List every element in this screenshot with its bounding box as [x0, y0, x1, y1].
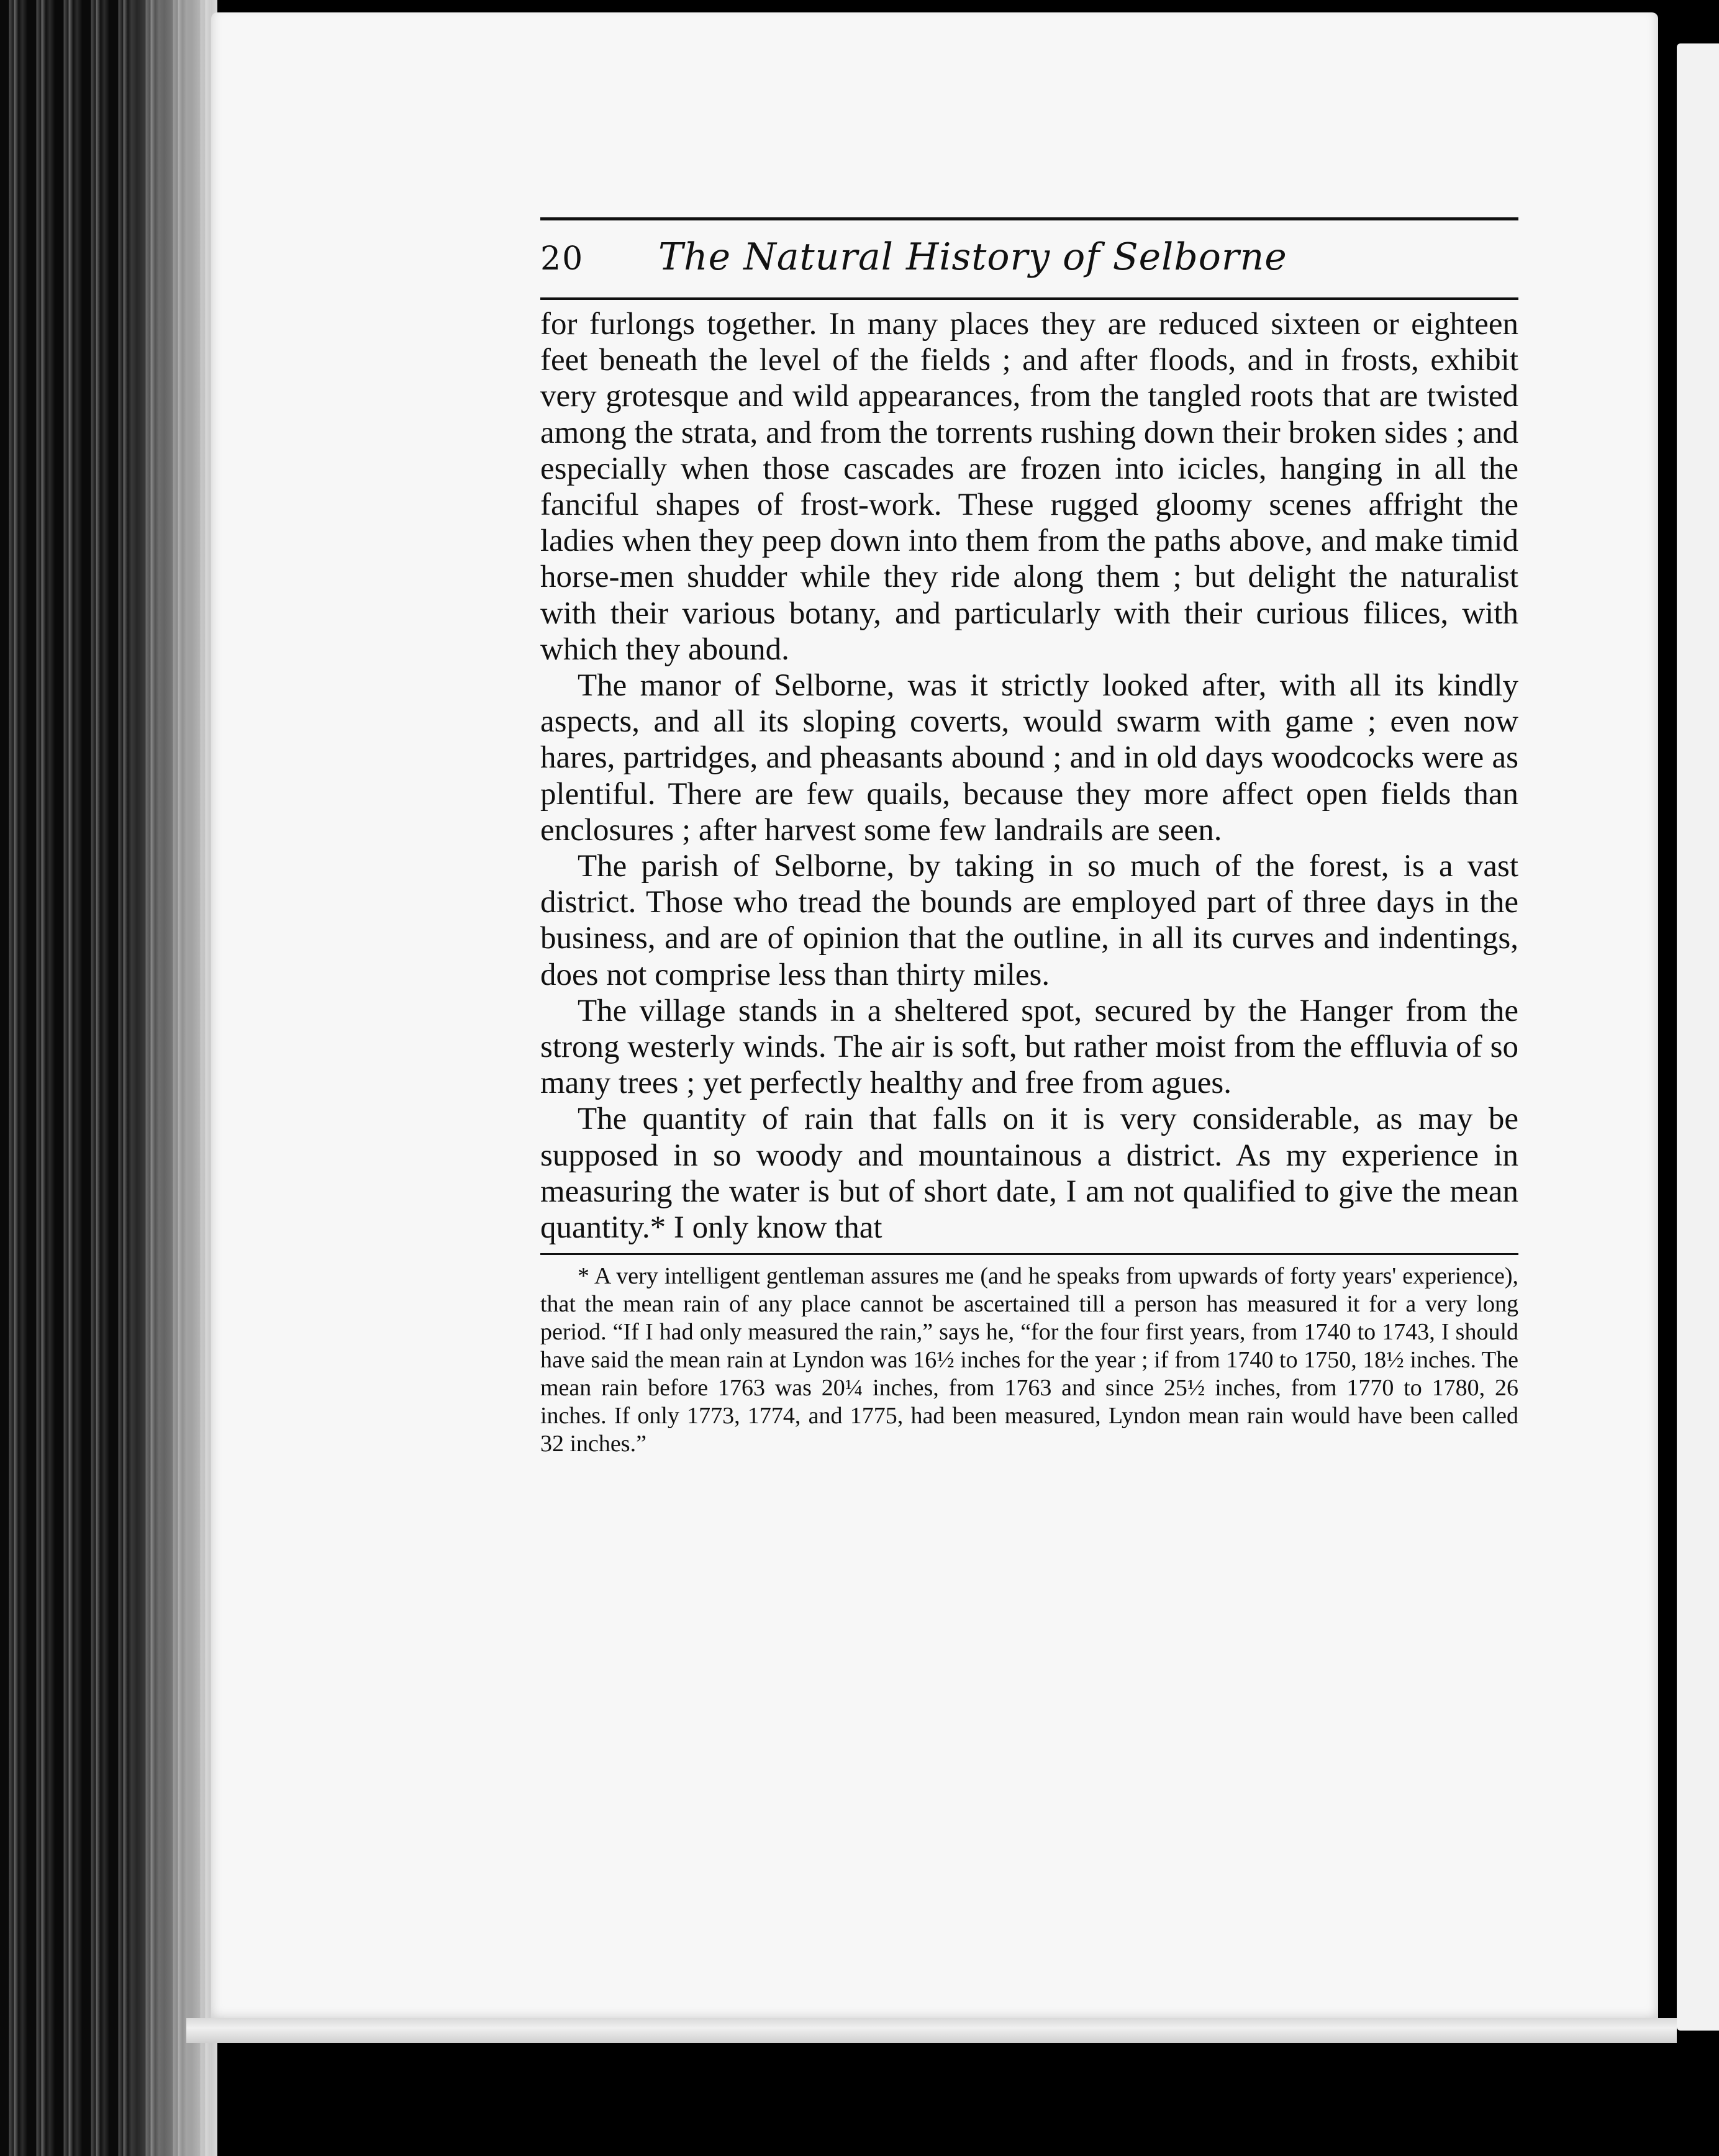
paragraph-manor: The manor of Selborne, was it strictly looked after, with all its kindly aspects, and all its sloping coverts, would swarm with game ; even now hares, partridges, and pheasants abound ; and in old days woodcocks were as plentiful. There are few quails, because they more affect open fields than enclosures ; after harvest some few landrails are seen. [540, 668, 1518, 848]
footnote-rule [540, 1253, 1518, 1255]
book-spine-edge [0, 0, 211, 2156]
paragraph-village: The village stands in a sheltered spot, secured by the Hanger from the strong westerly winds. The air is soft, but rather moist from the effluvia of so many trees ; yet perfectly healthy and free from agues. [540, 993, 1518, 1101]
body-text [540, 306, 1518, 1246]
paragraph-parish: The parish of Selborne, by taking in so much of the forest, is a vast district. Those who tread the bounds are employed part of three days in the business, and are of opinion that the outline, in all its curves and indentings, does not comprise less than thirty miles. [540, 849, 1518, 992]
header-top-rule [540, 217, 1518, 220]
page-fold-shadow [124, 0, 217, 2156]
page-bottom-edge [186, 2018, 1677, 2043]
page-content [540, 217, 1518, 1458]
footnote: * A very intelligent gentleman assures me (and he speaks from upwards of forty years' experience), that the mean rain of any place cannot be ascertained till a person has measured it for a very long period. “If I had only measured the rain,” says he, “for the four first years, from 1740 to 1743, I should have said the mean rain at Lyndon was 16½ inches for the year ; if from 1740 to 1750, 18½ inches. The mean rain before 1763 was 20¼ inches, from 1763 and since 25½ inches, from 1770 to 1780, 26 inches. If only 1773, 1774, and 1775, had been measured, Lyndon mean rain would have been called 32 inches.” [540, 1263, 1518, 1457]
paragraph-rain: The quantity of rain that falls on it is very considerable, as may be supposed in so woody and mountainous a district. As my experience in measuring the water is but of short date, I am not qualified to give the mean quantity.* I only know that [540, 1102, 1518, 1246]
running-title: The Natural History of Selborne [658, 235, 1287, 279]
facing-page-edge [1677, 43, 1719, 2031]
header-bottom-rule [540, 297, 1518, 300]
page-number: 20 [540, 240, 584, 278]
running-header [540, 235, 1518, 285]
paragraph-continued: for furlongs together. In many places they are reduced sixteen or eighteen feet beneath the level of the fields ; and after floods, and in frosts, exhibit very grotesque and wild appearances, from the tangled roots that are twisted among the strata, and from the torrents rushing down their broken sides ; and especially when those cascades are frozen into icicles, hanging in all the fanciful shapes of frost-work. These rugged gloomy scenes affright the ladies when they peep down into them from the paths above, and make timid horse-men shudder while they ride along them ; but delight the naturalist with their various botany, and particularly with their curious filices, with which they abound. [540, 307, 1518, 667]
